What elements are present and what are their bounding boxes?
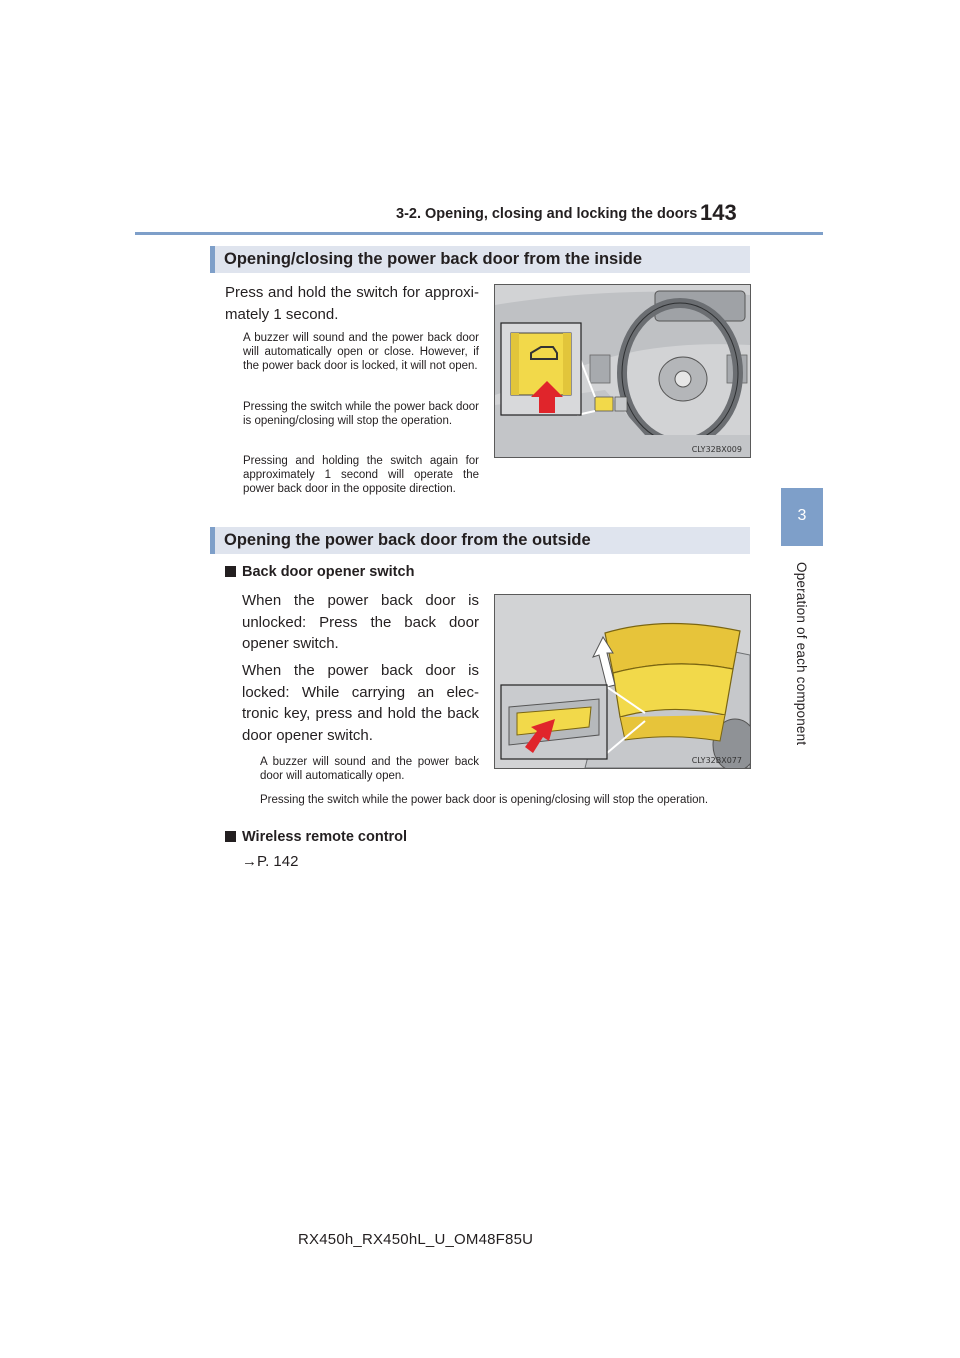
header-rule [135,232,823,235]
note-buzzer: A buzzer will sound and the power back door will automatically open or close. However, if the power back door is locked, it will not open. [243,332,479,373]
bullet-back-door-opener [225,564,414,580]
bullet-square-icon [225,831,236,842]
figure-interior-switch [494,284,751,458]
note-opposite: Pressing and holding the switch again for approximately 1 second will operate the power back door in the opposite direction. [243,455,479,496]
bullet-title: Wireless remote control [242,829,408,845]
instruction-press-hold: Press and hold the switch for approxi-mately 1 second. [225,284,479,323]
bullet-square-icon [225,566,236,577]
section-heading-inside: Opening/closing the power back door from the inside [210,246,750,273]
figure-code: CLY32BX009 [691,445,742,454]
section-heading-outside: Opening the power back door from the outside [210,527,750,554]
chapter-tab-label: Operation of each component [794,562,809,746]
note-stop: Pressing the switch while the power back door is opening/closing will stop the operation. [243,401,479,428]
running-header-title: 3-2. Opening, closing and locking the doors [396,206,698,222]
chapter-tab: 3 [781,488,823,546]
note-auto-open: A buzzer will sound and the power back door will automatically open. [260,756,479,783]
instruction-locked: When the power back door is locked: While carrying an elec-tronic key, press and hold the back door opener switch. [242,662,479,744]
page-number: 143 [700,200,737,225]
instruction-unlocked: When the power back door is unlocked: Press the back door opener switch. [242,592,479,652]
back-door-illustration [495,595,750,768]
figure-back-door-switch [494,594,751,769]
note-stop-outside: Pressing the switch while the power back door is opening/closing will stop the operation. [260,794,709,806]
bullet-wireless-remote [225,829,407,845]
cross-reference-link[interactable]: →P. 142 [242,853,299,870]
figure-code: CLY32BX077 [691,756,742,765]
interior-switch-illustration [495,285,750,457]
model-code-footer: RX450h_RX450hL_U_OM48F85U [298,1231,534,1248]
bullet-title: Back door opener switch [242,564,415,580]
